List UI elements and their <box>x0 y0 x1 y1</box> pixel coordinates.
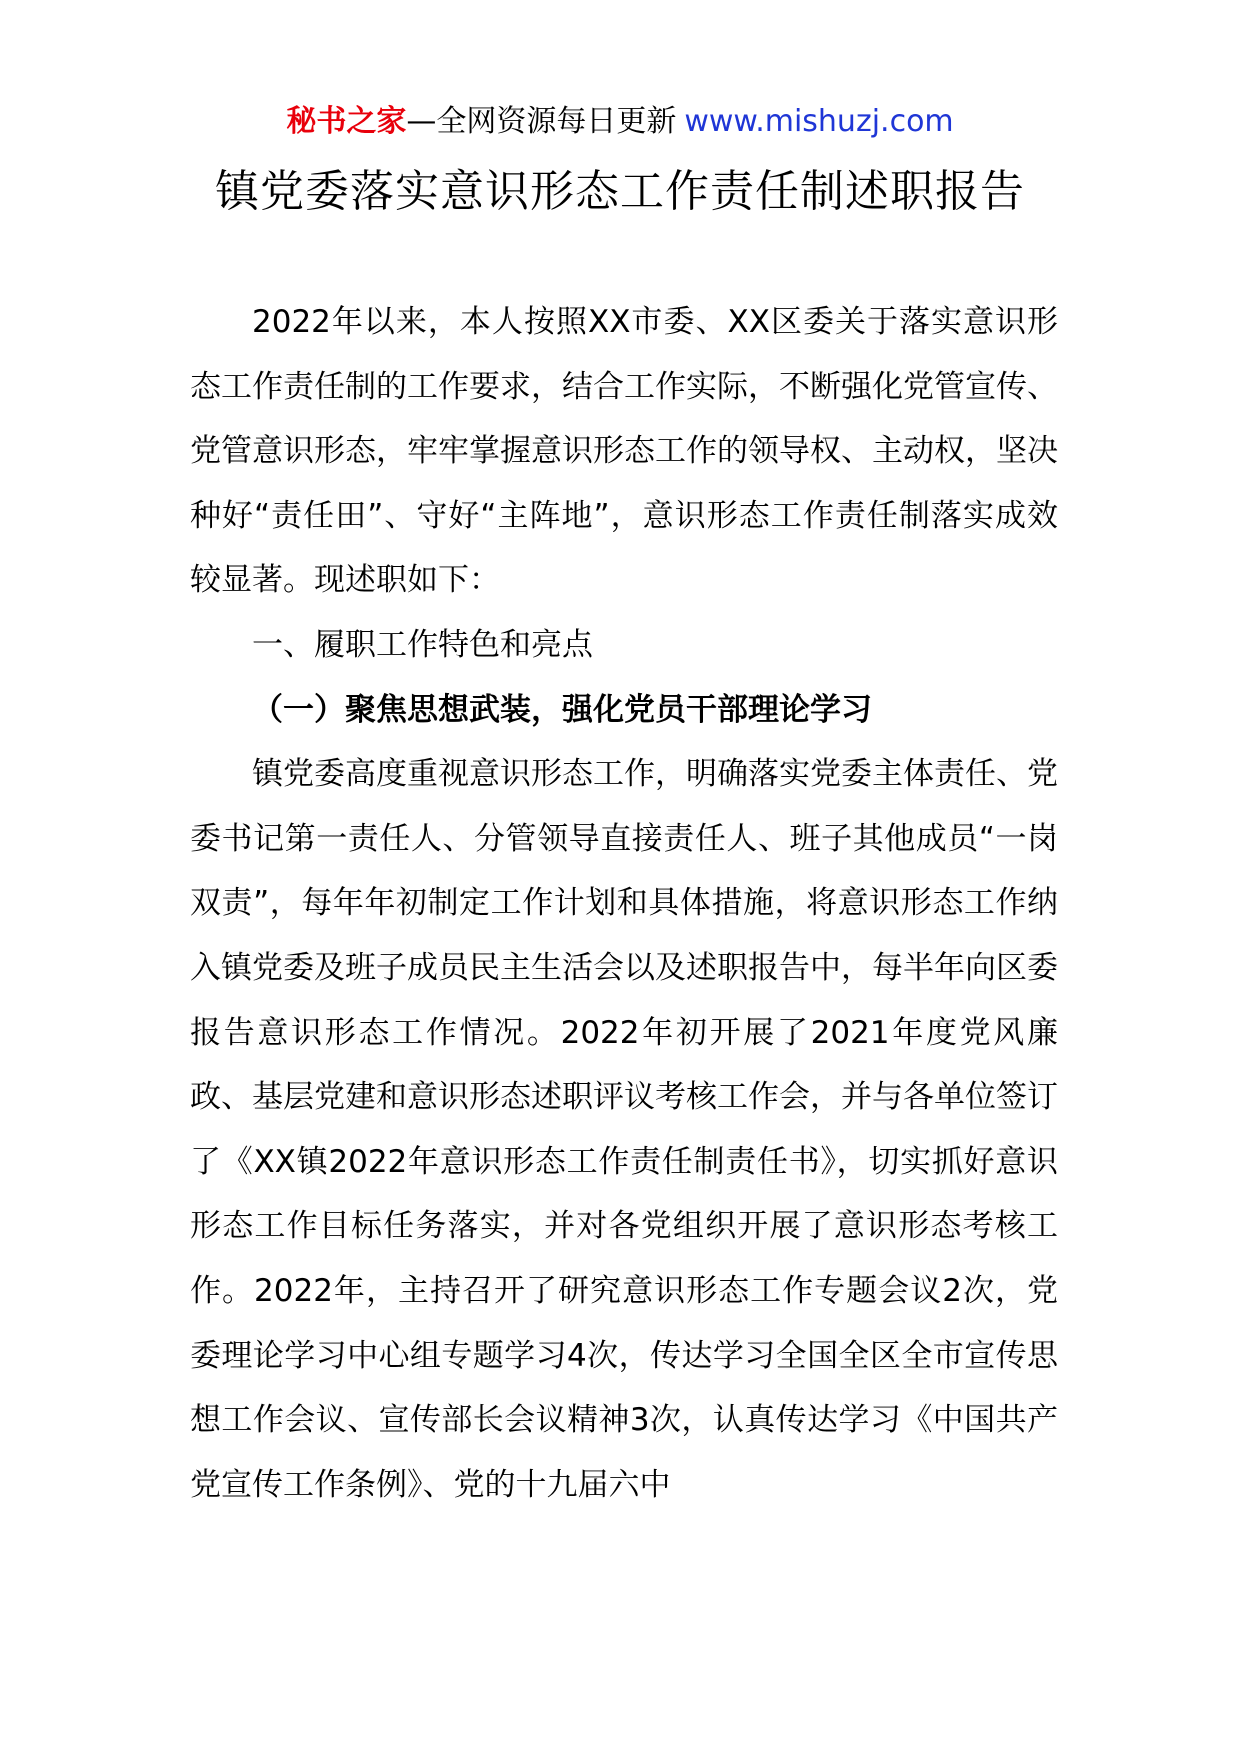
document-title: 镇党委落实意识形态工作责任制述职报告 <box>215 166 1025 217</box>
document-body <box>190 290 1058 1517</box>
header-tagline: 全网资源每日更新 <box>436 104 677 139</box>
site-url-link[interactable]: www.mishuzj.com <box>684 104 954 139</box>
site-header <box>0 100 1240 144</box>
intro-paragraph: 2022年以来，本人按照XX市委、XX区委关于落实意识形态工作责任制的工作要求，结合工作实际，不断强化党管宣传、党管意识形态，牢牢掌握意识形态工作的领导权、主动权，坚决种好“责任田”、守好“主阵地”，意识形态工作责任制落实成效较显著。现述职如下： <box>190 304 1058 599</box>
brand-name: 秘书之家 <box>286 104 407 139</box>
body-paragraph: 镇党委高度重视意识形态工作，明确落实党委主体责任、党委书记第一责任人、分管领导直接责任人、班子其他成员“一岗双责”，每年年初制定工作计划和具体措施，将意识形态工作纳入镇党委及班子成员民主生活会以及述职报告中，每半年向区委报告意识形态工作情况。2022年初开展了2021年度党风廉政、基层党建和意识形态述职评议考核工作会，并与各单位签订了《XX镇2022年意识形态工作责任制责任书》，切实抓好意识形态工作目标任务落实，并对各党组织开展了意识形态考核工作。2022年，主持召开了研究意识形态工作专题会议2次，党委理论学习中心组专题学习4次，传达学习全国全区全市宣传思想工作会议、宣传部长会议精神3次，认真传达学习《中国共产党宣传工作条例》、党的十九届六中 <box>190 756 1058 1503</box>
section-heading: 一、履职工作特色和亮点 <box>252 626 593 663</box>
subsection-heading: （一）聚焦思想武装，强化党员干部理论学习 <box>252 691 872 728</box>
header-dash: — <box>406 104 437 139</box>
